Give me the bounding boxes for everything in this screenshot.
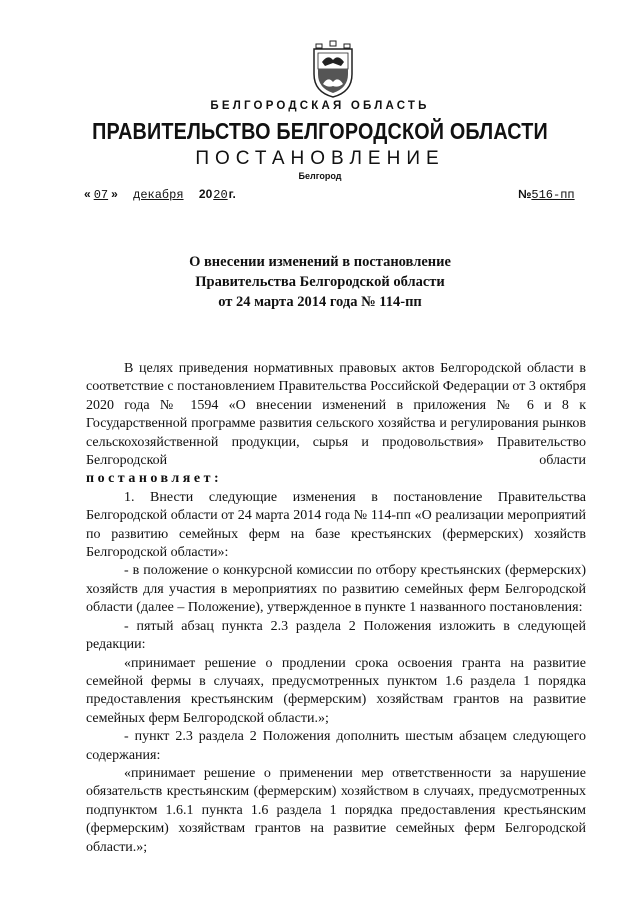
date-year-unit: г. [228,187,236,201]
title-line-1: О внесении изменений в постановление [189,254,451,270]
date-year-prefix: 20 [198,187,213,201]
number-prefix: № [518,187,532,201]
item-1-a1-text: «принимает решение о продлении срока освоения гранта на развитие семейной фермы в случаях, предусмотренных пунктом 1.6 раздела 1 порядка предоставления крестьянским (фермерским) хозяйствам грантов на развитие семейных ферм Белгородской области.»; [86,655,586,726]
item-1-a2-text: «принимает решение о применении мер ответственности за нарушение обязательств крестьянским (фермерским) хозяйством в случаях, предусмотренных подпунктом 1.6.1 пункта 1.6 раздела 1 порядка предоставления крестьянским (фермерским) хозяйствам грантов на развитие семейных ферм Белгородской области.»; [86,765,586,855]
document-date [84,187,236,202]
item-1-a2: - пункт 2.3 раздела 2 Положения дополнить шестым абзацем следующего содержания: [86,729,586,763]
document-body [86,360,586,857]
item-1: 1. Внести следующие изменения в постановление Правительства Белгородской области от 24 марта 2014 года № 114-пп «О реализации мероприятий по развитию семейных ферм на базе крестьянских (фермерских) хозяйств Белгородской области»: [86,489,586,561]
number-value: 516-пп [531,188,575,202]
region-name: БЕЛГОРОДСКАЯ ОБЛАСТЬ [210,100,430,112]
government-name: ПРАВИТЕЛЬСТВО БЕЛГОРОДСКОЙ ОБЛАСТИ [92,118,548,144]
coat-of-arms-icon [308,40,358,98]
item-1-a: - в положение о конкурсной комиссии по отбору крестьянских (фермерских) хозяйств для участия в мероприятиях по развитию семейных ферм Белгородской области (далее – Положение), утвержденное в пункте 1 названного постановления: [86,563,586,616]
date-day: 07 [93,188,109,202]
document-number [518,187,575,202]
title-line-3: от 24 марта 2014 года № 114-пп [218,294,422,310]
intro-paragraph: В целях приведения нормативных правовых актов Белгородской области в соответствие с постановлением Правительства Российской Федерации от 3 октября 2020 года № 1594 «О внесении изменений в приложения № 6 и 8 к Государственной программе развития сельского хозяйства и регулирования рынков сельскохозяйственной продукции, сырья и продовольствия» Правительство Белгородской области [86,361,586,469]
resolves-word: постановляет: [86,471,223,487]
document-type: ПОСТАНОВЛЕНИЕ [195,148,445,169]
city-name: Белгород [298,171,342,181]
date-open-quote: « [84,187,91,201]
date-month: декабря [133,188,184,202]
title-line-2: Правительства Белгородской области [195,274,445,290]
date-close-quote: » [111,187,118,201]
item-1-a1: - пятый абзац пункта 2.3 раздела 2 Положения изложить в следующей редакции: [86,618,586,653]
document-title [0,252,640,312]
date-year-suffix: 20 [213,188,228,202]
